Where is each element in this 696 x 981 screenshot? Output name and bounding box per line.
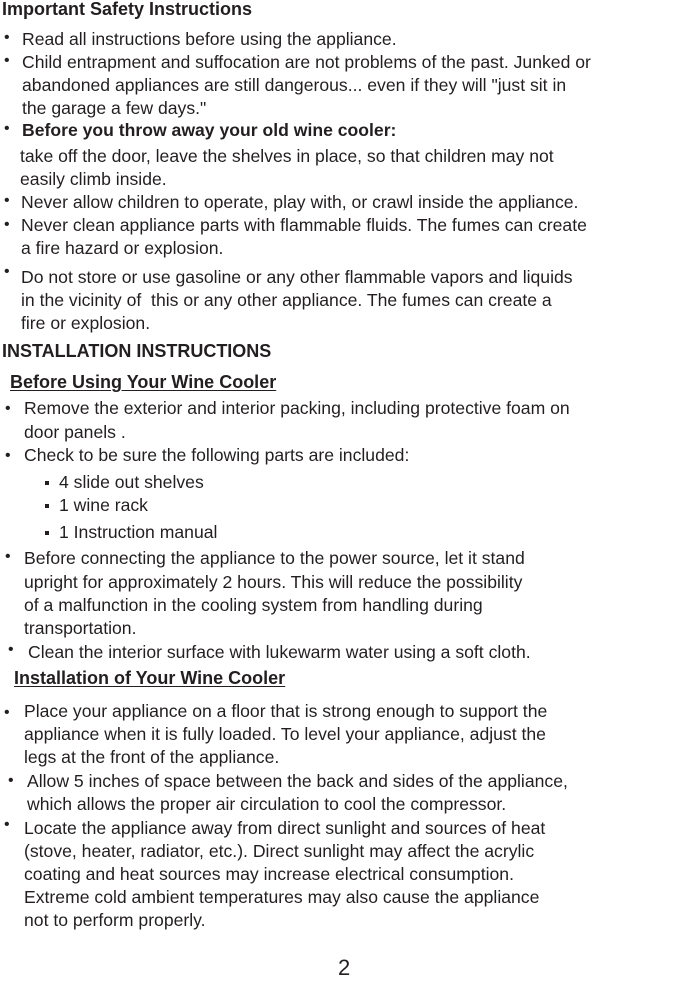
line: a fire hazard or explosion. [21, 238, 224, 258]
safety-item-throw-away [22, 119, 396, 142]
installation-heading: INSTALLATION INSTRUCTIONS [2, 341, 272, 361]
install-item-floor [24, 700, 547, 723]
square-bullet-icon [45, 504, 49, 508]
before-item-stand-3 [24, 594, 483, 617]
before-item-packing [24, 397, 570, 420]
line: upright for approximately 2 hours. This will reduce the possibility [24, 572, 523, 592]
before-using-heading: Before Using Your Wine Cooler [10, 372, 277, 392]
square-bullet-icon [45, 531, 49, 535]
bullet-icon: • [4, 704, 10, 721]
line: Place your appliance on a floor that is strong enough to support the [24, 701, 548, 721]
safety-item-gasoline-2 [21, 289, 552, 312]
line: coating and heat sources may increase electrical consumption. [24, 864, 514, 884]
safety-item-gasoline-3 [21, 312, 150, 335]
install-item-sunlight-3 [24, 863, 514, 886]
install-item-sunlight-2 [24, 840, 534, 863]
line: appliance when it is fully loaded. To level your appliance, adjust the [24, 724, 546, 744]
line: fire or explosion. [21, 313, 151, 333]
part-item: 1 wine rack [59, 495, 148, 515]
line: Locate the appliance away from direct sunlight and sources of heat [24, 818, 546, 838]
bullet-icon: • [4, 52, 10, 69]
line: Check to be sure the following parts are included: [24, 445, 410, 465]
safety-item-gasoline [21, 266, 573, 289]
before-item-clean [28, 641, 531, 664]
install-item-sunlight [24, 817, 545, 840]
square-bullet-icon [45, 481, 49, 485]
line: Before you throw away your old wine cooler: [22, 120, 397, 140]
safety-heading: Important Safety Instructions [2, 0, 253, 19]
safety-item-entrapment [22, 51, 591, 74]
install-item-space-2 [27, 793, 506, 816]
before-item-stand-4 [24, 617, 136, 640]
install-item-sunlight-5 [24, 909, 206, 932]
line: Extreme cold ambient temperatures may also cause the appliance [24, 887, 540, 907]
line: which allows the proper air circulation to cool the compressor. [27, 794, 507, 814]
part-item: 1 Instruction manual [59, 522, 218, 542]
safety-item-door-2 [20, 168, 167, 191]
line: Allow 5 inches of space between the back and sides of the appliance, [27, 771, 568, 791]
bullet-icon: • [4, 192, 10, 209]
bullet-icon: • [5, 548, 11, 565]
line: Do not store or use gasoline or any other flammable vapors and liquids [21, 267, 573, 287]
bullet-icon: • [4, 816, 10, 833]
line: Remove the exterior and interior packing, including protective foam on [24, 398, 570, 418]
bullet-icon: • [5, 447, 11, 464]
line: (stove, heater, radiator, etc.). Direct sunlight may affect the acrylic [24, 841, 535, 861]
installation-of-heading: Installation of Your Wine Cooler [14, 668, 286, 688]
safety-item-read [22, 28, 397, 51]
line: in the vicinity of this or any other appliance. The fumes can create a [21, 290, 552, 310]
line: legs at the front of the appliance. [24, 747, 280, 767]
line: Before connecting the appliance to the power source, let it stand [24, 548, 525, 568]
line: the garage a few days." [22, 98, 207, 118]
bullet-icon: • [4, 120, 10, 137]
safety-item-flammable-fluids [21, 214, 587, 237]
line: Never clean appliance parts with flammable fluids. The fumes can create [21, 215, 587, 235]
line: take off the door, leave the shelves in place, so that children may not [20, 146, 554, 166]
bullet-icon: • [8, 641, 14, 658]
safety-item-entrapment-3 [22, 97, 206, 120]
safety-item-children [21, 191, 578, 214]
bullet-icon: • [4, 263, 10, 280]
install-item-sunlight-4 [24, 886, 539, 909]
line: door panels . [24, 422, 126, 442]
install-item-floor-3 [24, 746, 279, 769]
line: Read all instructions before using the appliance. [22, 29, 397, 49]
bullet-icon: • [4, 29, 10, 46]
line: abandoned appliances are still dangerous... even if they will "just sit in [22, 75, 567, 95]
bullet-icon: • [4, 216, 10, 233]
line: of a malfunction in the cooling system from handling during [24, 595, 483, 615]
line: Never allow children to operate, play with, or crawl inside the appliance. [21, 192, 579, 212]
bullet-icon: • [5, 400, 11, 417]
before-item-stand-2 [24, 571, 522, 594]
part-item: 4 slide out shelves [59, 472, 204, 492]
install-item-floor-2 [24, 723, 546, 746]
before-item-check-parts [24, 444, 409, 467]
line: Clean the interior surface with lukewarm water using a soft cloth. [28, 642, 531, 662]
before-item-stand [24, 547, 525, 570]
line: Child entrapment and suffocation are not problems of the past. Junked or [22, 52, 591, 72]
bullet-icon: • [8, 772, 14, 789]
line: transportation. [24, 618, 137, 638]
page-number: 2 [338, 955, 351, 980]
before-item-packing-2 [24, 421, 126, 444]
safety-item-door [20, 145, 554, 168]
install-item-space [27, 770, 568, 793]
line: easily climb inside. [20, 169, 167, 189]
safety-item-entrapment-2 [22, 74, 566, 97]
safety-item-flammable-fluids-2 [21, 237, 223, 260]
line: not to perform properly. [24, 910, 206, 930]
